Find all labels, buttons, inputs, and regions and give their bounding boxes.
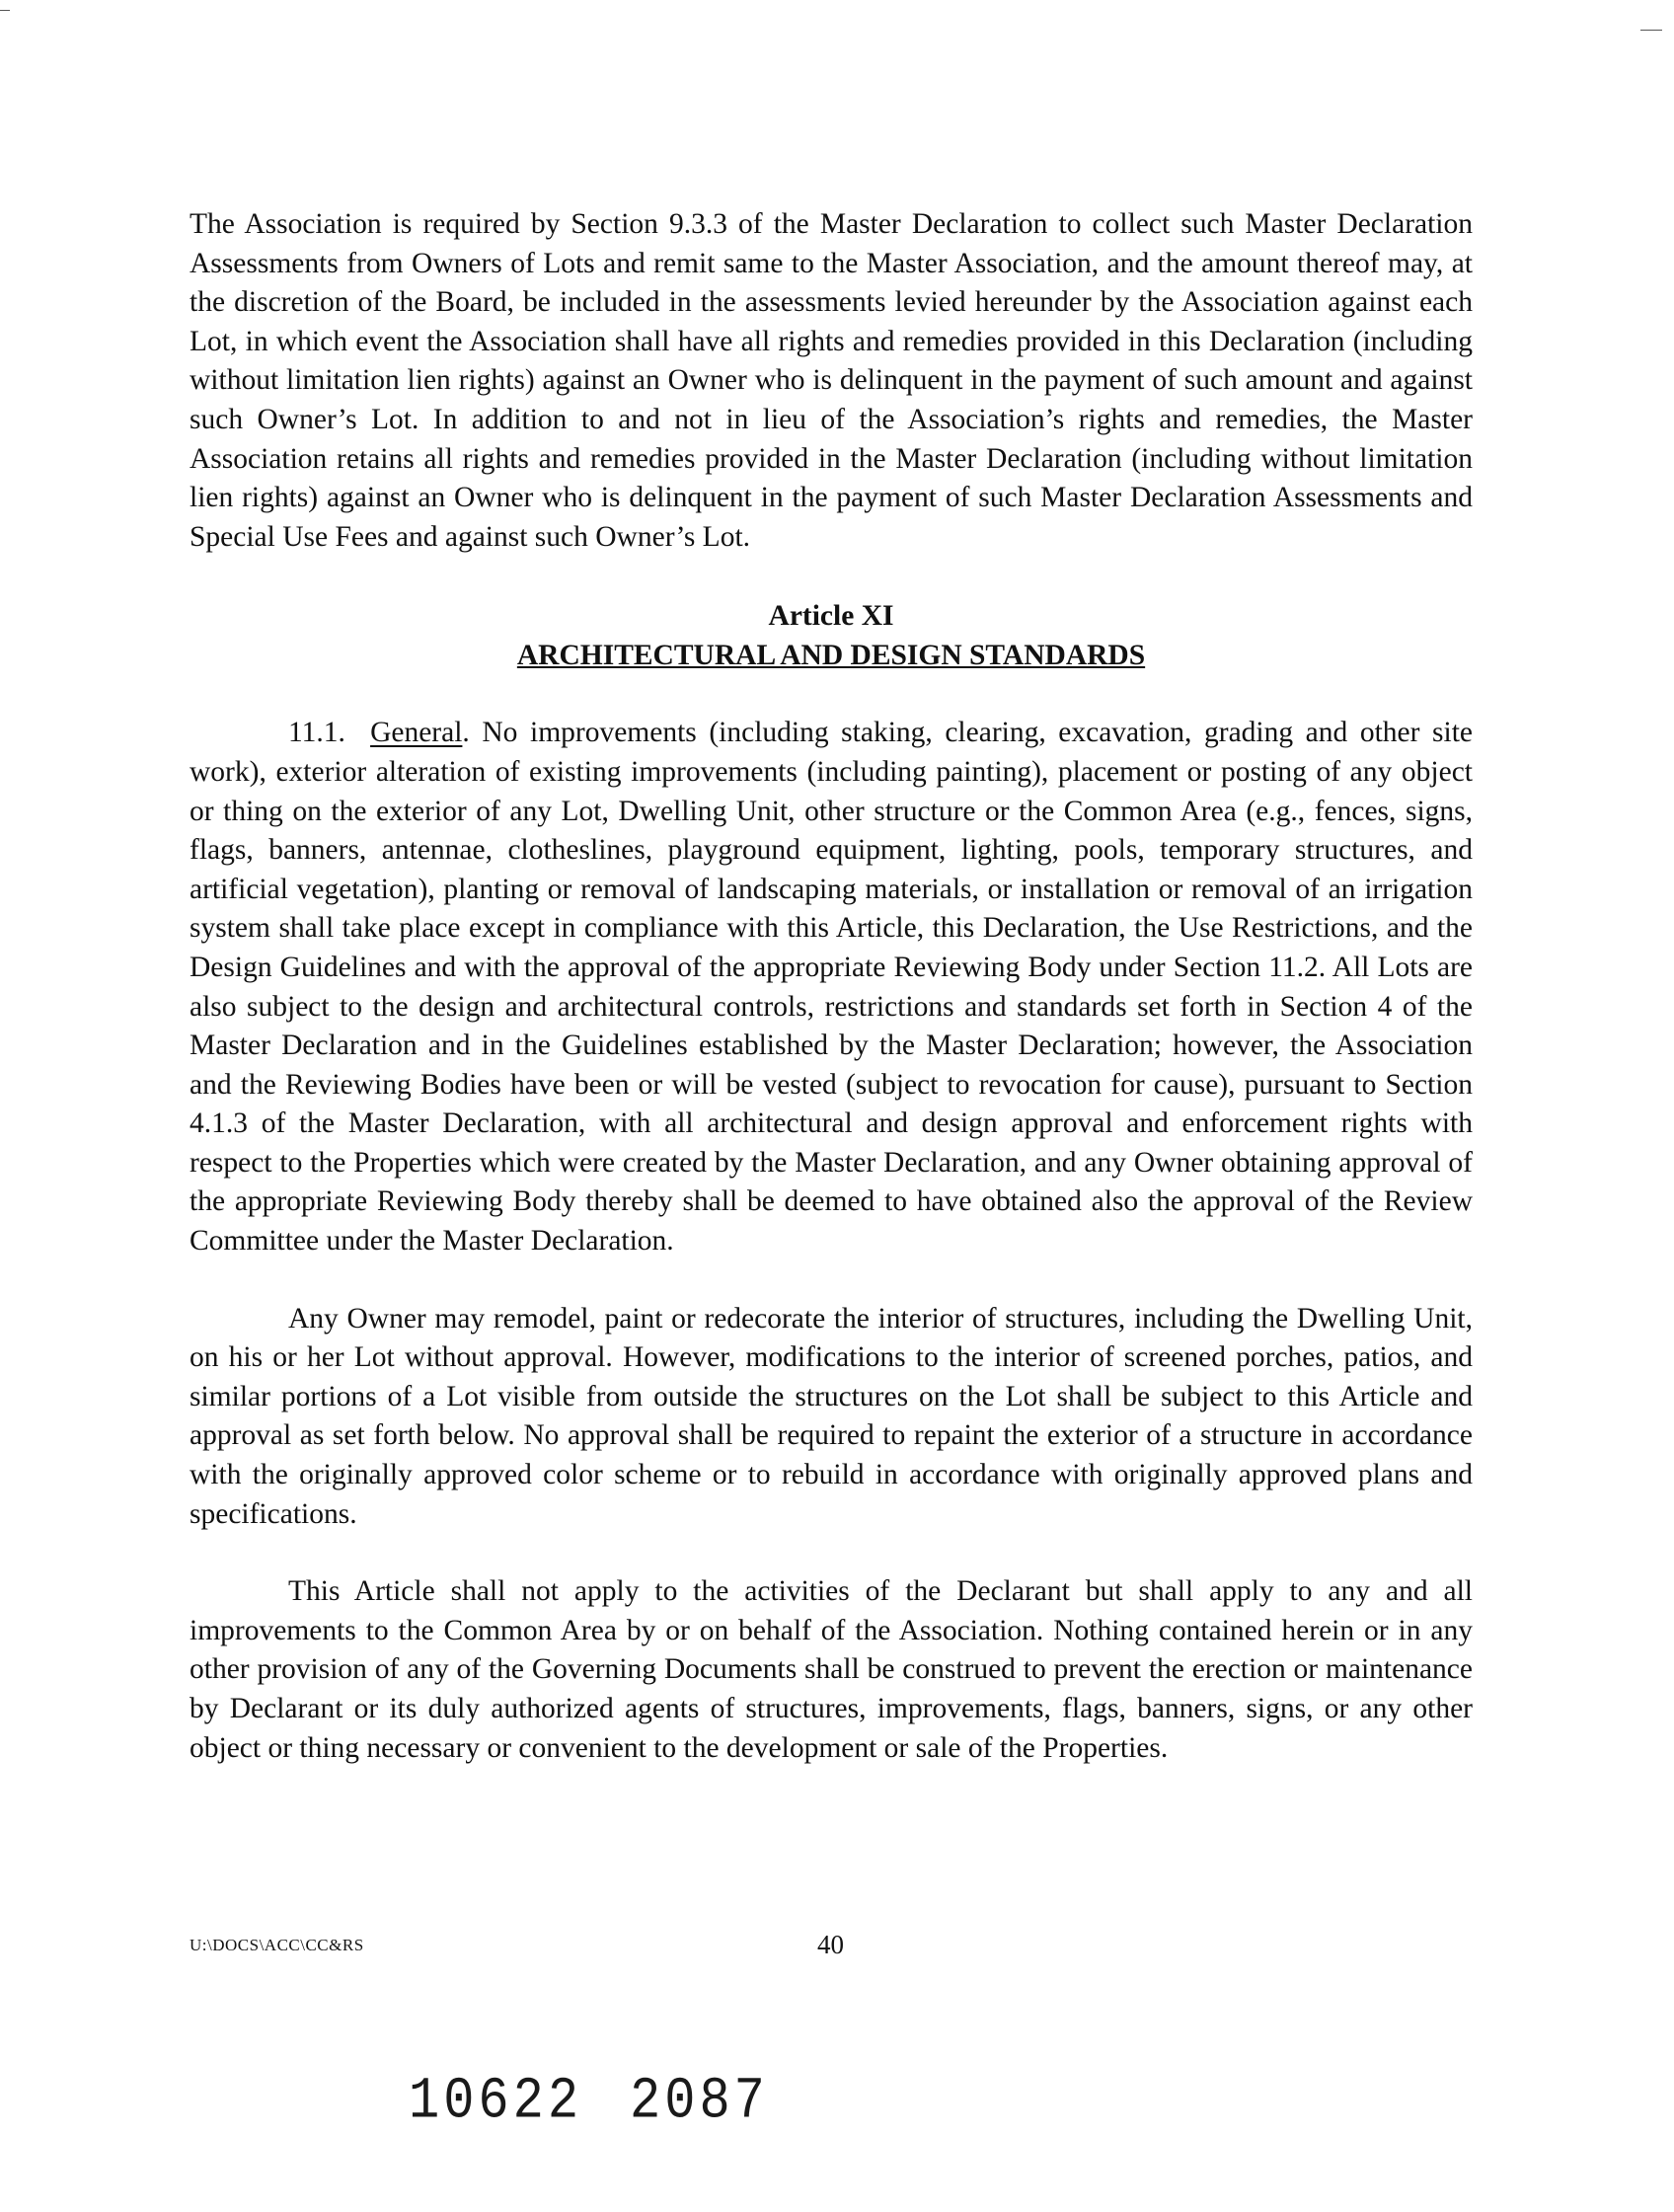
page-footer — [190, 1930, 1473, 1959]
footer-page-number: 40 — [817, 1930, 844, 1959]
section-number: 11.1. — [288, 717, 345, 749]
scan-edge-mark-left — [0, 10, 10, 11]
document-body — [190, 205, 1473, 1768]
footer-file-path: U:\DOCS\ACC\CC&RS — [190, 1936, 364, 1954]
scan-edge-mark-right — [1640, 30, 1662, 31]
article-title: ARCHITECTURAL AND DESIGN STANDARDS — [516, 640, 1146, 672]
paragraph-intro: The Association is required by Section 9.3.3 of the Master Declaration to collect such Master Declaration Assessments from Owners of Lots and remit same to the Master Association, and the amount thereof may, at the discretion of the Board, be included in the assessments levied hereunder by the Association against each Lot, in which event the Association shall have all rights and remedies provided in this Declaration (including without limitation lien rights) against an Owner who is delinquent in the payment of such amount and against such Owner’s Lot. In addition to and not in lieu of the Association’s rights and remedies, the Master Association retains all rights and remedies provided in the Master Declaration (including without limitation lien rights) against an Owner who is delinquent in the payment of such Master Declaration Assessments and Special Use Fees and against such Owner’s Lot. — [190, 208, 1473, 553]
recording-book-number: 10622 — [409, 2068, 583, 2135]
section-body: . No improvements (including staking, clearing, excavation, grading and other site work), exterior alteration of existing improvements (including painting), placement or posting of any object or thing on the exterior of any Lot, Dwelling Unit, other structure or the Common Area (e.g., fences, signs, flags, banners, antennae, clotheslines, playground equipment, lighting, pools, temporary structures, and artificial vegetation), planting or removal of landscaping materials, or installation or removal of an irrigation system shall take place except in compliance with this Article, this Declaration, the Use Restrictions, and the Design Guidelines and with the approval of the appropriate Reviewing Body under Section 11.2. All Lots are also subject to the design and architectural controls, restrictions and standards set forth in Section 4 of the Master Declaration and in the Guidelines established by the Master Declaration; however, the Association and the Reviewing Bodies have been or will be vested (subject to revocation for cause), pursuant to Section 4.1.3 of the Master Declaration, with all architectural and design approval and enforcement rights with respect to the Properties which were created by the Master Declaration, and any Owner obtaining approval of the appropriate Reviewing Body thereby shall be deemed to have obtained also the approval of the Review Committee under the Master Declaration. — [190, 717, 1473, 1258]
paragraph-interior: Any Owner may remodel, paint or redecorate the interior of structures, including the Dwelling Unit, on his or her Lot without approval. However, modifications to the interior of screened porches, patios, and similar portions of a Lot visible from outside the structures on the Lot shall be subject to this Article and approval as set forth below. No approval shall be required to repaint the exterior of a structure in accordance with the originally approved color scheme or to rebuild in accordance with originally approved plans and specifications. — [190, 1302, 1473, 1530]
recording-book-page-stamp — [409, 2068, 769, 2135]
section-label: General — [370, 717, 463, 749]
article-heading — [190, 596, 1473, 675]
recording-page-number: 2087 — [630, 2068, 769, 2135]
paragraph-declarant: This Article shall not apply to the activities of the Declarant but shall apply to any and all improvements to the Common Area by or on behalf of the Association. Nothing contained herein or in any other provision of any of the Governing Documents shall be construed to prevent the erection or maintenance by Declarant or its duly authorized agents of structures, improvements, flags, banners, signs, or any other object or thing necessary or convenient to the development or sale of the Properties. — [190, 1575, 1473, 1764]
article-number: Article XI — [768, 600, 894, 633]
section-11-1-paragraph — [190, 714, 1473, 1260]
